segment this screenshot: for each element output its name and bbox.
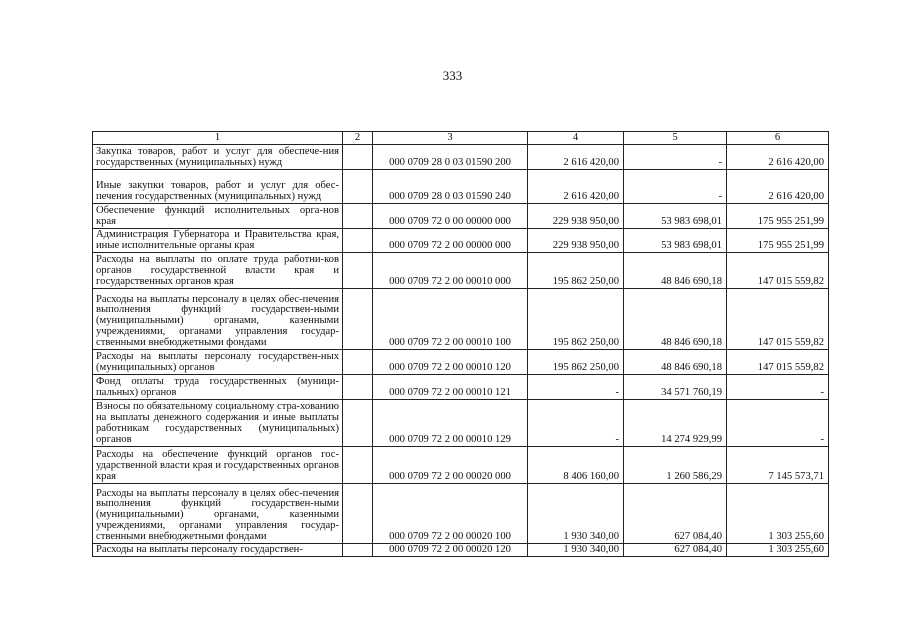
row-description: Расходы на выплаты персоналу в целях обес-печения выполнения функций государствен-ными (муниципальными) органами, казенными учреждениями, органами управления государ-ственными внебюджетными фондами (93, 288, 343, 349)
row-column-2 (343, 288, 373, 349)
table-row (93, 399, 829, 446)
budget-code: 000 0709 72 2 00 00020 100 (373, 483, 528, 543)
header-row (93, 132, 829, 145)
approved-amount: 1 930 340,00 (528, 483, 624, 543)
approved-amount: 229 938 950,00 (528, 204, 624, 229)
remaining-amount: 2 616 420,00 (727, 145, 829, 170)
table-row (93, 543, 829, 556)
executed-amount: 48 846 690,18 (624, 288, 727, 349)
budget-code: 000 0709 28 0 03 01590 240 (373, 170, 528, 204)
table-row (93, 170, 829, 204)
executed-amount: 53 983 698,01 (624, 204, 727, 229)
budget-code: 000 0709 72 2 00 00020 120 (373, 543, 528, 556)
row-column-2 (343, 349, 373, 374)
table-row (93, 349, 829, 374)
executed-amount: 48 846 690,18 (624, 252, 727, 288)
row-description: Фонд оплаты труда государственных (муници-пальных) органов (93, 374, 343, 399)
row-column-2 (343, 145, 373, 170)
row-description: Взносы по обязательному социальному стра-хованию на выплаты денежного содержания и иные выплаты работникам государственных (муниципальных) органов (93, 399, 343, 446)
remaining-amount: 175 955 251,99 (727, 229, 829, 253)
column-header: 4 (528, 132, 624, 145)
remaining-amount: 147 015 559,82 (727, 252, 829, 288)
approved-amount: - (528, 399, 624, 446)
table-row (93, 229, 829, 253)
table-row (93, 446, 829, 483)
executed-amount: 1 260 586,29 (624, 446, 727, 483)
row-description: Администрация Губернатора и Правительства края, иные исполнительные органы края (93, 229, 343, 253)
table-row (93, 204, 829, 229)
executed-amount: 627 084,40 (624, 543, 727, 556)
approved-amount: 2 616 420,00 (528, 145, 624, 170)
approved-amount: 229 938 950,00 (528, 229, 624, 253)
executed-amount: - (624, 170, 727, 204)
executed-amount: - (624, 145, 727, 170)
row-description: Обеспечение функций исполнительных орга-нов края (93, 204, 343, 229)
row-description: Расходы на обеспечение функций органов гос-ударственной власти края и государственных органов края (93, 446, 343, 483)
row-column-2 (343, 229, 373, 253)
table-row (93, 483, 829, 543)
executed-amount: 14 274 929,99 (624, 399, 727, 446)
row-description: Закупка товаров, работ и услуг для обеспече-ния государственных (муниципальных) нужд (93, 145, 343, 170)
row-description: Расходы на выплаты по оплате труда работни-ков органов государственной власти края и государственных органов края (93, 252, 343, 288)
budget-code: 000 0709 72 2 00 00020 000 (373, 446, 528, 483)
approved-amount: - (528, 374, 624, 399)
column-header: 2 (343, 132, 373, 145)
approved-amount: 195 862 250,00 (528, 252, 624, 288)
executed-amount: 34 571 760,19 (624, 374, 727, 399)
table-row (93, 374, 829, 399)
budget-code: 000 0709 28 0 03 01590 200 (373, 145, 528, 170)
row-description: Расходы на выплаты персоналу государствен- (93, 543, 343, 556)
row-description: Расходы на выплаты персоналу государствен-ных (муниципальных) органов (93, 349, 343, 374)
budget-code: 000 0709 72 2 00 00010 121 (373, 374, 528, 399)
column-header: 3 (373, 132, 528, 145)
remaining-amount: 1 303 255,60 (727, 543, 829, 556)
remaining-amount: 1 303 255,60 (727, 483, 829, 543)
remaining-amount: 175 955 251,99 (727, 204, 829, 229)
column-header: 6 (727, 132, 829, 145)
row-column-2 (343, 374, 373, 399)
row-column-2 (343, 204, 373, 229)
approved-amount: 1 930 340,00 (528, 543, 624, 556)
budget-code: 000 0709 72 2 00 00010 120 (373, 349, 528, 374)
row-description: Расходы на выплаты персоналу в целях обес-печения выполнения функций государствен-ными (муниципальными) органами, казенными учреждениями, органами управления государ-ственными внебюджетными фондами (93, 483, 343, 543)
table-row (93, 145, 829, 170)
row-column-2 (343, 483, 373, 543)
executed-amount: 53 983 698,01 (624, 229, 727, 253)
budget-code: 000 0709 72 0 00 00000 000 (373, 204, 528, 229)
row-column-2 (343, 543, 373, 556)
column-header: 1 (93, 132, 343, 145)
page-number: 333 (442, 68, 463, 83)
row-column-2 (343, 252, 373, 288)
approved-amount: 8 406 160,00 (528, 446, 624, 483)
remaining-amount: 147 015 559,82 (727, 288, 829, 349)
budget-code: 000 0709 72 2 00 00010 000 (373, 252, 528, 288)
executed-amount: 627 084,40 (624, 483, 727, 543)
remaining-amount: 147 015 559,82 (727, 349, 829, 374)
table-row (93, 288, 829, 349)
remaining-amount: 7 145 573,71 (727, 446, 829, 483)
budget-table (92, 131, 829, 557)
executed-amount: 48 846 690,18 (624, 349, 727, 374)
row-description: Иные закупки товаров, работ и услуг для обес-печения государственных (муниципальных) нужд (93, 170, 343, 204)
approved-amount: 195 862 250,00 (528, 349, 624, 374)
column-header: 5 (624, 132, 727, 145)
remaining-amount: - (727, 374, 829, 399)
row-column-2 (343, 170, 373, 204)
row-column-2 (343, 399, 373, 446)
remaining-amount: 2 616 420,00 (727, 170, 829, 204)
table-row (93, 252, 829, 288)
row-column-2 (343, 446, 373, 483)
remaining-amount: - (727, 399, 829, 446)
budget-code: 000 0709 72 2 00 00000 000 (373, 229, 528, 253)
approved-amount: 195 862 250,00 (528, 288, 624, 349)
approved-amount: 2 616 420,00 (528, 170, 624, 204)
budget-code: 000 0709 72 2 00 00010 100 (373, 288, 528, 349)
budget-code: 000 0709 72 2 00 00010 129 (373, 399, 528, 446)
